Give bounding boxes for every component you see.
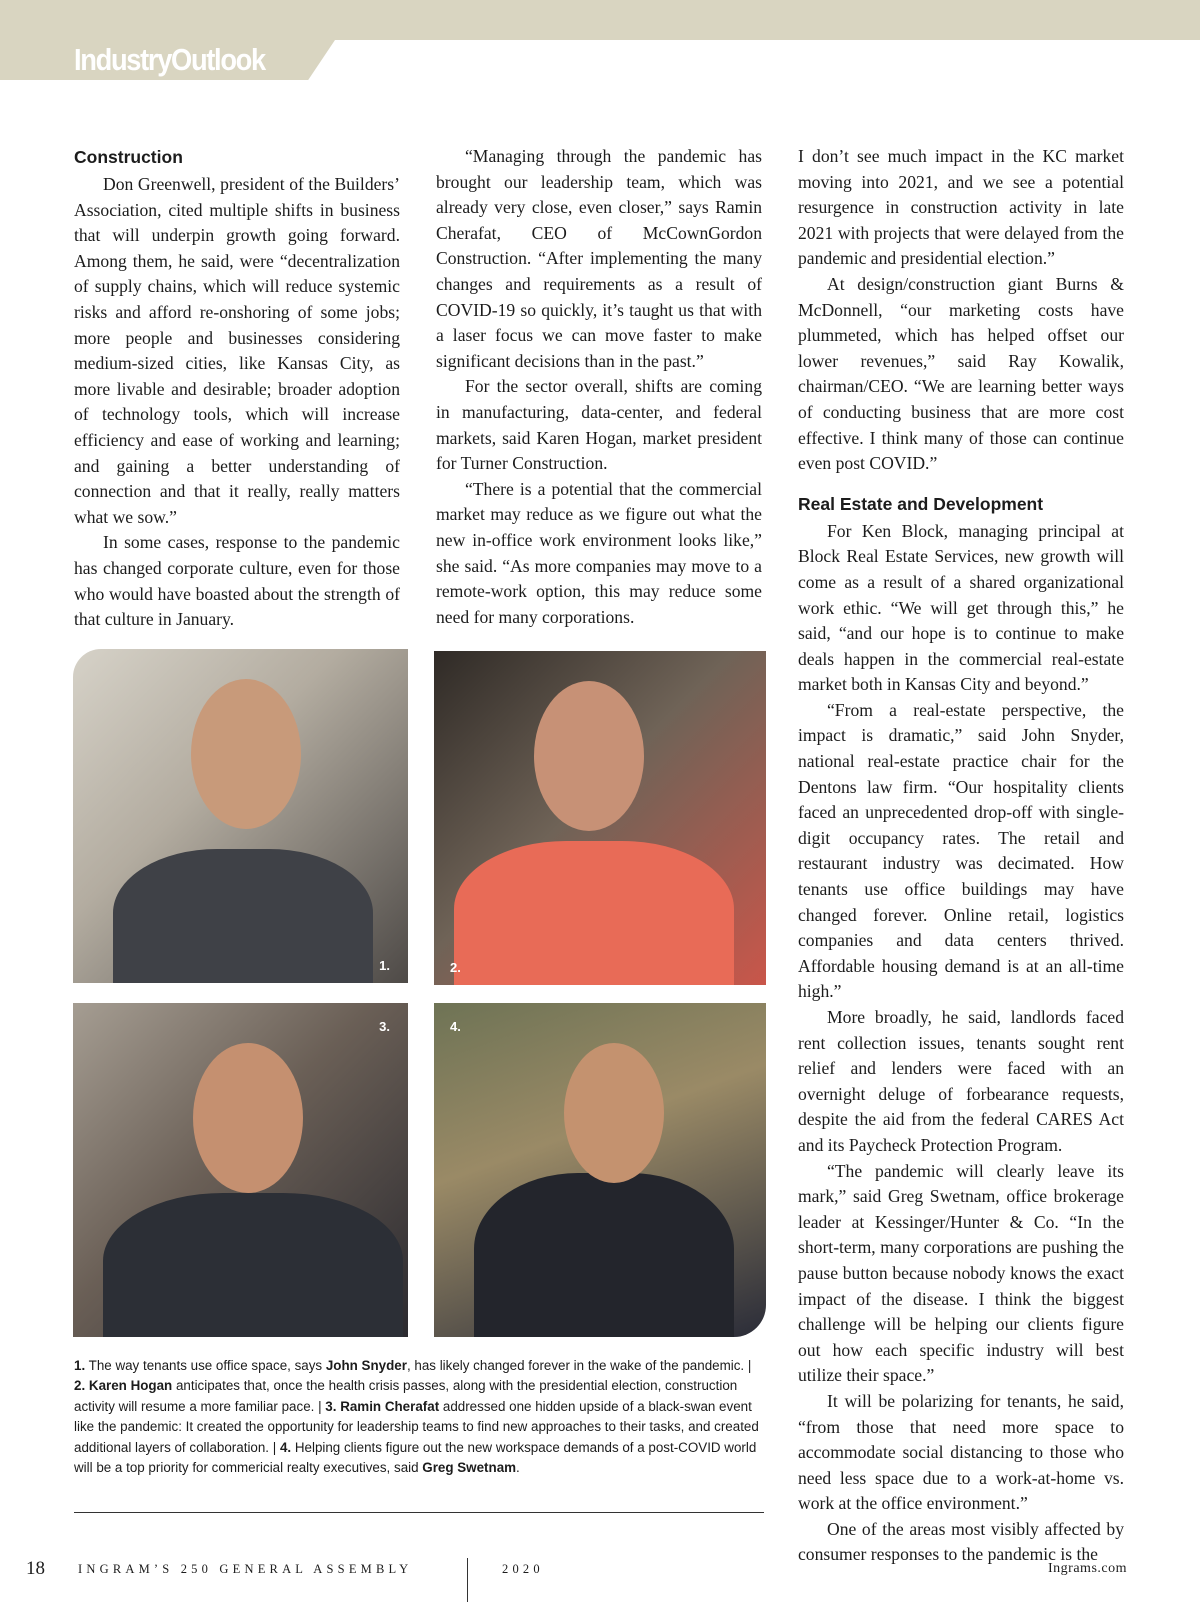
article-column-2 bbox=[436, 144, 762, 630]
caption-number: 3. bbox=[325, 1398, 337, 1414]
page-number: 18 bbox=[26, 1558, 45, 1579]
paragraph: Don Greenwell, president of the Builders’ Association, cited multiple shifts in business that will underpin growth going forward. Among them, he said, were “decentralization of supply chains, which will reduce systemic risks and afford re-onshoring of some jobs; more people and businesses considering medium-sized cities, like Kansas City, as more livable and desirable; broader adoption of technology tools, which will increase efficiency and ease of working and learning; and gaining a better understanding of connection and that it really, really matters what we sow.” bbox=[74, 174, 400, 527]
paragraph: “Managing through the pandemic has brought our leadership team, which was already very close, even closer,” says Ramin Cherafat, CEO of McCownGordon Construction. “After implementing the many changes and requirements as a result of COVID-19 so quickly, it’s taught us that with a laser focus we can move faster to make significant decisions than in the past.” bbox=[436, 146, 762, 371]
photo-figure bbox=[564, 1043, 664, 1183]
photo-number: 2. bbox=[450, 960, 461, 975]
caption-person-name: Karen Hogan bbox=[88, 1378, 173, 1394]
article-column-3 bbox=[798, 144, 1124, 1568]
paragraph: One of the areas most visibly affected by consumer responses to the pandemic is the bbox=[798, 1518, 1124, 1565]
photo-figure bbox=[534, 681, 644, 831]
header-band bbox=[0, 0, 1200, 40]
photo-karen-hogan bbox=[434, 651, 766, 985]
website-url: Ingrams.com bbox=[1048, 1561, 1127, 1576]
caption-person-name: Ramin Cherafat bbox=[340, 1398, 440, 1414]
section-title: IndustryOutlook bbox=[74, 42, 265, 77]
caption-divider bbox=[74, 1512, 764, 1513]
caption-text: addressed one hidden upside of a black-swan event like the pandemic: It created the opportunity for leadership teams to find new approaches to their tasks, and created additional layers of collaboration. | bbox=[74, 1398, 759, 1455]
paragraph: I don’t see much impact in the KC market moving into 2021, and we see a potential resurgence in construction activity in late 2021 with projects that were delayed from the pandemic and presidential election.” bbox=[798, 146, 1124, 269]
photo-caption bbox=[74, 1356, 764, 1478]
section-heading-construction: Construction bbox=[74, 147, 183, 167]
caption-person-name: Greg Swetnam bbox=[422, 1460, 517, 1476]
paragraph: For the sector overall, shifts are coming in manufacturing, data-center, and federal markets, said Karen Hogan, market president for Turner Construction. bbox=[436, 376, 762, 474]
paragraph: “There is a potential that the commercial market may reduce as we figure out what the new in-office work environment looks like,” she said. “As more companies may move to a remote-work option, this may reduce some need for many corporations. bbox=[436, 478, 762, 627]
caption-number: 2. bbox=[74, 1378, 86, 1394]
caption-text: Helping clients figure out the new workspace demands of a post-COVID world will be a top priority for commericial realty executives, said bbox=[74, 1439, 757, 1476]
photo-figure bbox=[113, 849, 373, 983]
caption-text: , has likely changed forever in the wake of the pandemic. | bbox=[406, 1358, 752, 1373]
paragraph: “The pandemic will clearly leave its mark,” said Greg Swetnam, office brokerage leader at Kessinger/Hunter & Co. “In the short-term, many corporations are pushing the pause button because nobody knows the exact impact of the disease. I think the biggest challenge will be helping our clients figure out how each specific industry will best utilize their space.” bbox=[798, 1160, 1124, 1386]
article-column-1 bbox=[74, 144, 400, 633]
paragraph: It will be polarizing for tenants, he said, “from those that need more space to accommodate social distancing to those who need less space due to a work-at-home vs. work at the office environment.” bbox=[798, 1390, 1124, 1514]
footer-divider bbox=[467, 1558, 468, 1602]
caption-number: 4. bbox=[279, 1439, 292, 1455]
photo-figure bbox=[103, 1193, 403, 1337]
caption-text: . bbox=[516, 1460, 520, 1476]
caption-text: The way tenants use office space, says bbox=[85, 1358, 326, 1373]
paragraph: “From a real-estate perspective, the impact is dramatic,” said John Snyder, national real-estate practice chair for the Dentons law firm. “Our hospitality clients faced an unprecedented drop-off with single-digit occupancy rates. The retail and restaurant industry was decimated. How tenants use office buildings may have changed forever. Online retail, logistics companies and data centers thrived. Affordable housing demand is at an all-time high.” bbox=[798, 699, 1124, 1002]
photo-figure bbox=[474, 1173, 734, 1337]
paragraph: In some cases, response to the pandemic has changed corporate culture, even for those who would have boasted about the strength of that culture in January. bbox=[74, 532, 400, 630]
photo-john-snyder bbox=[73, 649, 408, 983]
section-heading-real-estate: Real Estate and Development bbox=[798, 493, 1044, 514]
photo-figure bbox=[193, 1043, 303, 1193]
photo-number: 3. bbox=[379, 1019, 390, 1034]
photo-figure bbox=[454, 841, 734, 985]
paragraph: At design/construction giant Burns & McDonnell, “our marketing costs have plummeted, which has helped offset our lower revenues,” said Ray Kowalik, chairman/CEO. “We are learning better ways of conducting business that are more cost effective. I think many of those can continue even post COVID.” bbox=[798, 273, 1124, 474]
photo-number: 4. bbox=[450, 1019, 461, 1034]
caption-number: 1. bbox=[74, 1358, 86, 1373]
caption-person-name: John Snyder bbox=[325, 1358, 407, 1373]
paragraph: For Ken Block, managing principal at Block Real Estate Services, new growth will come as a result of a shared organizational work ethic. “We will get through this,” he said, “and our hope is to continue to make deals happen in the commercial real-estate market both in Kansas City and beyond.” bbox=[798, 520, 1124, 695]
photo-number: 1. bbox=[379, 958, 390, 973]
publication-name: INGRAM’S 250 GENERAL ASSEMBLY bbox=[78, 1562, 413, 1576]
publication-year: 2020 bbox=[502, 1562, 544, 1576]
photo-greg-swetnam bbox=[434, 1003, 766, 1337]
photo-ramin-cherafat bbox=[73, 1003, 408, 1337]
photo-figure bbox=[191, 679, 301, 829]
paragraph: More broadly, he said, landlords faced rent collection issues, tenants sought rent relief and lenders were faced with an overnight deluge of forbearance requests, despite the aid from the federal CARES Act and its Paycheck Protection Program. bbox=[798, 1007, 1124, 1155]
caption-text: anticipates that, once the health crisis passes, along with the presidential election, construction activity will resume a more familiar pace. | bbox=[74, 1378, 738, 1414]
